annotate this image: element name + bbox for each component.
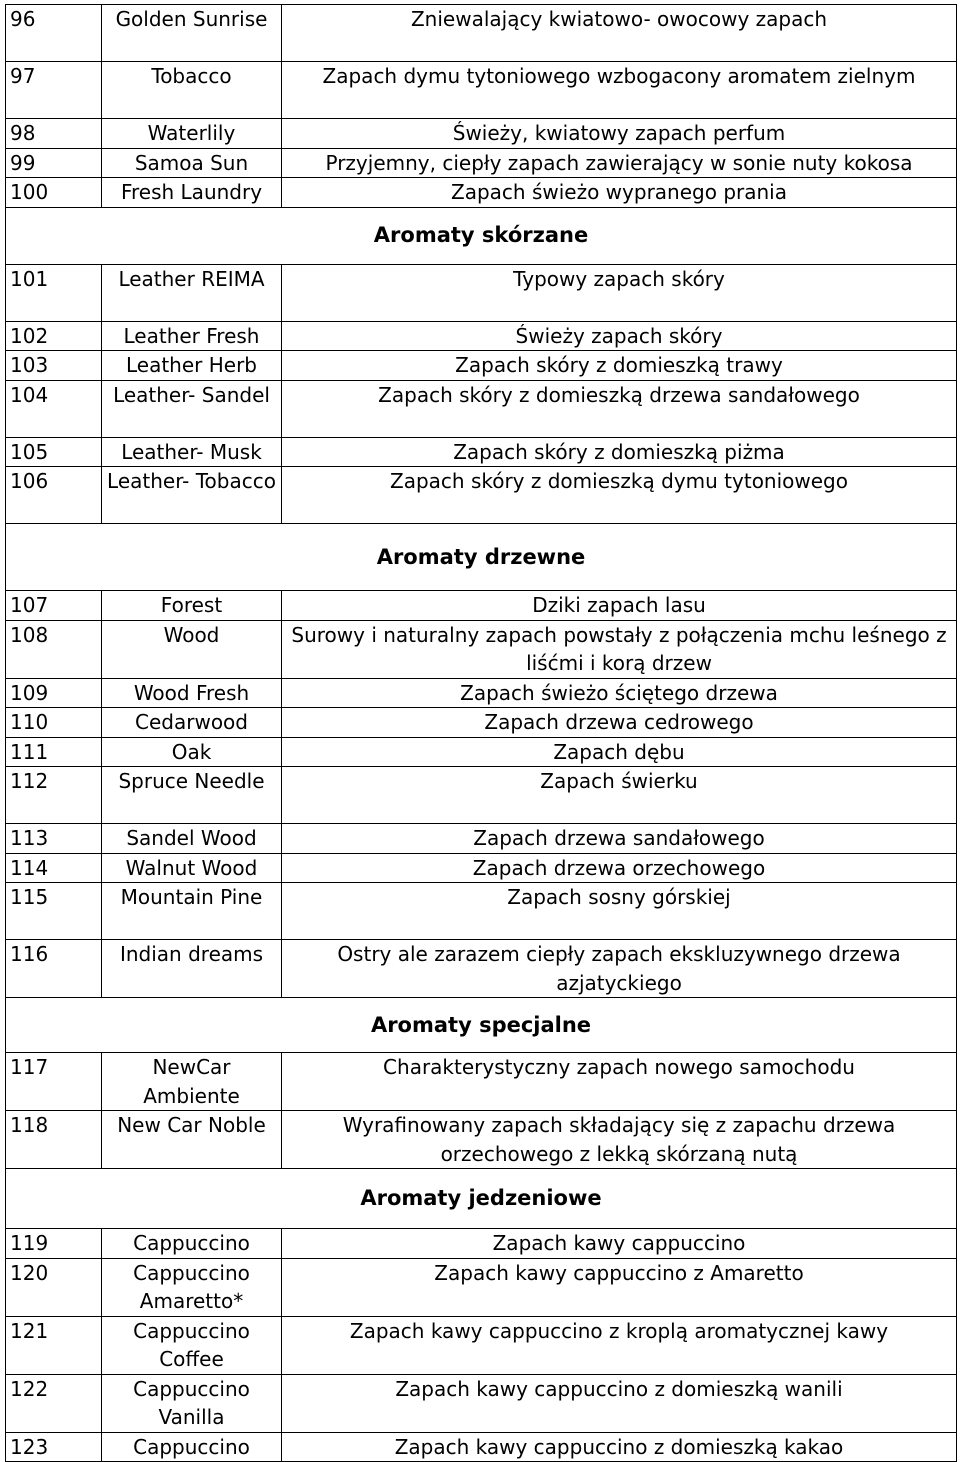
table-row	[6, 264, 957, 321]
table-row	[6, 321, 957, 351]
section-title: Aromaty skórzane	[6, 207, 957, 264]
aroma-name: Leather REIMA	[102, 264, 282, 321]
table-row	[6, 591, 957, 621]
aroma-name: Wood Fresh	[102, 678, 282, 708]
aroma-description: Zapach świerku	[282, 767, 957, 824]
aroma-number: 101	[6, 264, 102, 321]
aroma-number: 120	[6, 1258, 102, 1316]
table-row	[6, 5, 957, 62]
aroma-description: Świeży, kwiatowy zapach perfum	[282, 119, 957, 149]
aroma-description: Zapach kawy cappuccino z Amaretto	[282, 1258, 957, 1316]
aroma-description: Zapach sosny górskiej	[282, 883, 957, 940]
aroma-number: 106	[6, 467, 102, 524]
aroma-number: 107	[6, 591, 102, 621]
aroma-description: Charakterystyczny zapach nowego samochodu	[282, 1053, 957, 1111]
aroma-number: 114	[6, 853, 102, 883]
aroma-number: 116	[6, 940, 102, 998]
aroma-number: 118	[6, 1111, 102, 1169]
aroma-name: Golden Sunrise	[102, 5, 282, 62]
aroma-number: 105	[6, 437, 102, 467]
table-row	[6, 940, 957, 998]
aroma-name: Leather Fresh	[102, 321, 282, 351]
table-row	[6, 767, 957, 824]
aroma-name: Cappuccino	[102, 1432, 282, 1462]
aroma-number: 112	[6, 767, 102, 824]
table-row	[6, 1111, 957, 1169]
table-row	[6, 1258, 957, 1316]
aroma-number: 97	[6, 62, 102, 119]
table-row	[6, 708, 957, 738]
aroma-name: Samoa Sun	[102, 148, 282, 178]
aroma-name: Spruce Needle	[102, 767, 282, 824]
aroma-number: 110	[6, 708, 102, 738]
section-header-row	[6, 1169, 957, 1229]
aroma-description: Świeży zapach skóry	[282, 321, 957, 351]
aroma-description: Ostry ale zarazem ciepły zapach ekskluzywnego drzewa azjatyckiego	[282, 940, 957, 998]
aroma-name: Wood	[102, 620, 282, 678]
aroma-name: Leather- Sandel	[102, 380, 282, 437]
aroma-number: 111	[6, 737, 102, 767]
aroma-name: Leather- Musk	[102, 437, 282, 467]
section-header-row	[6, 998, 957, 1053]
aroma-description: Zapach kawy cappuccino z domieszką wanili	[282, 1374, 957, 1432]
aroma-description: Dziki zapach lasu	[282, 591, 957, 621]
table-row	[6, 678, 957, 708]
section-header-row	[6, 207, 957, 264]
aroma-name: New Car Noble	[102, 1111, 282, 1169]
table-row	[6, 119, 957, 149]
table-row	[6, 1229, 957, 1259]
aroma-description: Zapach kawy cappuccino	[282, 1229, 957, 1259]
aroma-name: Leather- Tobacco	[102, 467, 282, 524]
aroma-description: Przyjemny, ciepły zapach zawierający w sonie nuty kokosa	[282, 148, 957, 178]
aroma-description: Zapach drzewa cedrowego	[282, 708, 957, 738]
aroma-description: Wyrafinowany zapach składający się z zapachu drzewa orzechowego z lekką skórzaną nutą	[282, 1111, 957, 1169]
table-row	[6, 883, 957, 940]
aroma-table	[5, 4, 957, 1462]
aroma-number: 123	[6, 1432, 102, 1462]
section-title: Aromaty drzewne	[6, 524, 957, 591]
aroma-name: Cappuccino	[102, 1229, 282, 1259]
table-row	[6, 178, 957, 208]
table-row	[6, 380, 957, 437]
aroma-name: Leather Herb	[102, 351, 282, 381]
table-row	[6, 824, 957, 854]
table-row	[6, 1316, 957, 1374]
table-row	[6, 467, 957, 524]
aroma-description: Zapach kawy cappuccino z domieszką kakao	[282, 1432, 957, 1462]
aroma-number: 103	[6, 351, 102, 381]
aroma-description: Zapach drzewa sandałowego	[282, 824, 957, 854]
aroma-number: 117	[6, 1053, 102, 1111]
aroma-description: Zapach drzewa orzechowego	[282, 853, 957, 883]
aroma-name: Cappuccino Coffee	[102, 1316, 282, 1374]
table-row	[6, 620, 957, 678]
aroma-description: Zapach kawy cappuccino z kroplą aromatycznej kawy	[282, 1316, 957, 1374]
table-row	[6, 1374, 957, 1432]
aroma-number: 108	[6, 620, 102, 678]
section-title: Aromaty jedzeniowe	[6, 1169, 957, 1229]
section-title: Aromaty specjalne	[6, 998, 957, 1053]
aroma-description: Zapach dymu tytoniowego wzbogacony aromatem zielnym	[282, 62, 957, 119]
aroma-number: 113	[6, 824, 102, 854]
aroma-number: 115	[6, 883, 102, 940]
table-row	[6, 437, 957, 467]
aroma-description: Zapach skóry z domieszką piżma	[282, 437, 957, 467]
aroma-number: 102	[6, 321, 102, 351]
aroma-description: Surowy i naturalny zapach powstały z połączenia mchu leśnego z liśćmi i korą drzew	[282, 620, 957, 678]
aroma-number: 96	[6, 5, 102, 62]
aroma-description: Zapach świeżo ściętego drzewa	[282, 678, 957, 708]
document-page	[5, 4, 956, 1462]
aroma-name: Cappuccino Vanilla	[102, 1374, 282, 1432]
aroma-number: 109	[6, 678, 102, 708]
table-row	[6, 62, 957, 119]
aroma-description: Zapach skóry z domieszką drzewa sandałowego	[282, 380, 957, 437]
aroma-description: Typowy zapach skóry	[282, 264, 957, 321]
aroma-name: Sandel Wood	[102, 824, 282, 854]
aroma-description: Zniewalający kwiatowo- owocowy zapach	[282, 5, 957, 62]
aroma-name: Mountain Pine	[102, 883, 282, 940]
aroma-number: 100	[6, 178, 102, 208]
aroma-number: 122	[6, 1374, 102, 1432]
section-header-row	[6, 524, 957, 591]
aroma-name: Cappuccino Amaretto*	[102, 1258, 282, 1316]
table-row	[6, 351, 957, 381]
aroma-name: Forest	[102, 591, 282, 621]
aroma-name: Indian dreams	[102, 940, 282, 998]
aroma-number: 104	[6, 380, 102, 437]
aroma-description: Zapach skóry z domieszką dymu tytoniowego	[282, 467, 957, 524]
aroma-name: Oak	[102, 737, 282, 767]
table-row	[6, 1432, 957, 1462]
table-row	[6, 737, 957, 767]
aroma-description: Zapach skóry z domieszką trawy	[282, 351, 957, 381]
aroma-number: 119	[6, 1229, 102, 1259]
aroma-description: Zapach dębu	[282, 737, 957, 767]
aroma-number: 121	[6, 1316, 102, 1374]
aroma-name: Cedarwood	[102, 708, 282, 738]
table-row	[6, 148, 957, 178]
aroma-name: Fresh Laundry	[102, 178, 282, 208]
aroma-name: NewCar Ambiente	[102, 1053, 282, 1111]
aroma-name: Waterlily	[102, 119, 282, 149]
aroma-number: 99	[6, 148, 102, 178]
table-row	[6, 1053, 957, 1111]
aroma-description: Zapach świeżo wypranego prania	[282, 178, 957, 208]
table-row	[6, 853, 957, 883]
aroma-name: Tobacco	[102, 62, 282, 119]
aroma-table-body	[6, 5, 957, 1462]
aroma-number: 98	[6, 119, 102, 149]
aroma-name: Walnut Wood	[102, 853, 282, 883]
